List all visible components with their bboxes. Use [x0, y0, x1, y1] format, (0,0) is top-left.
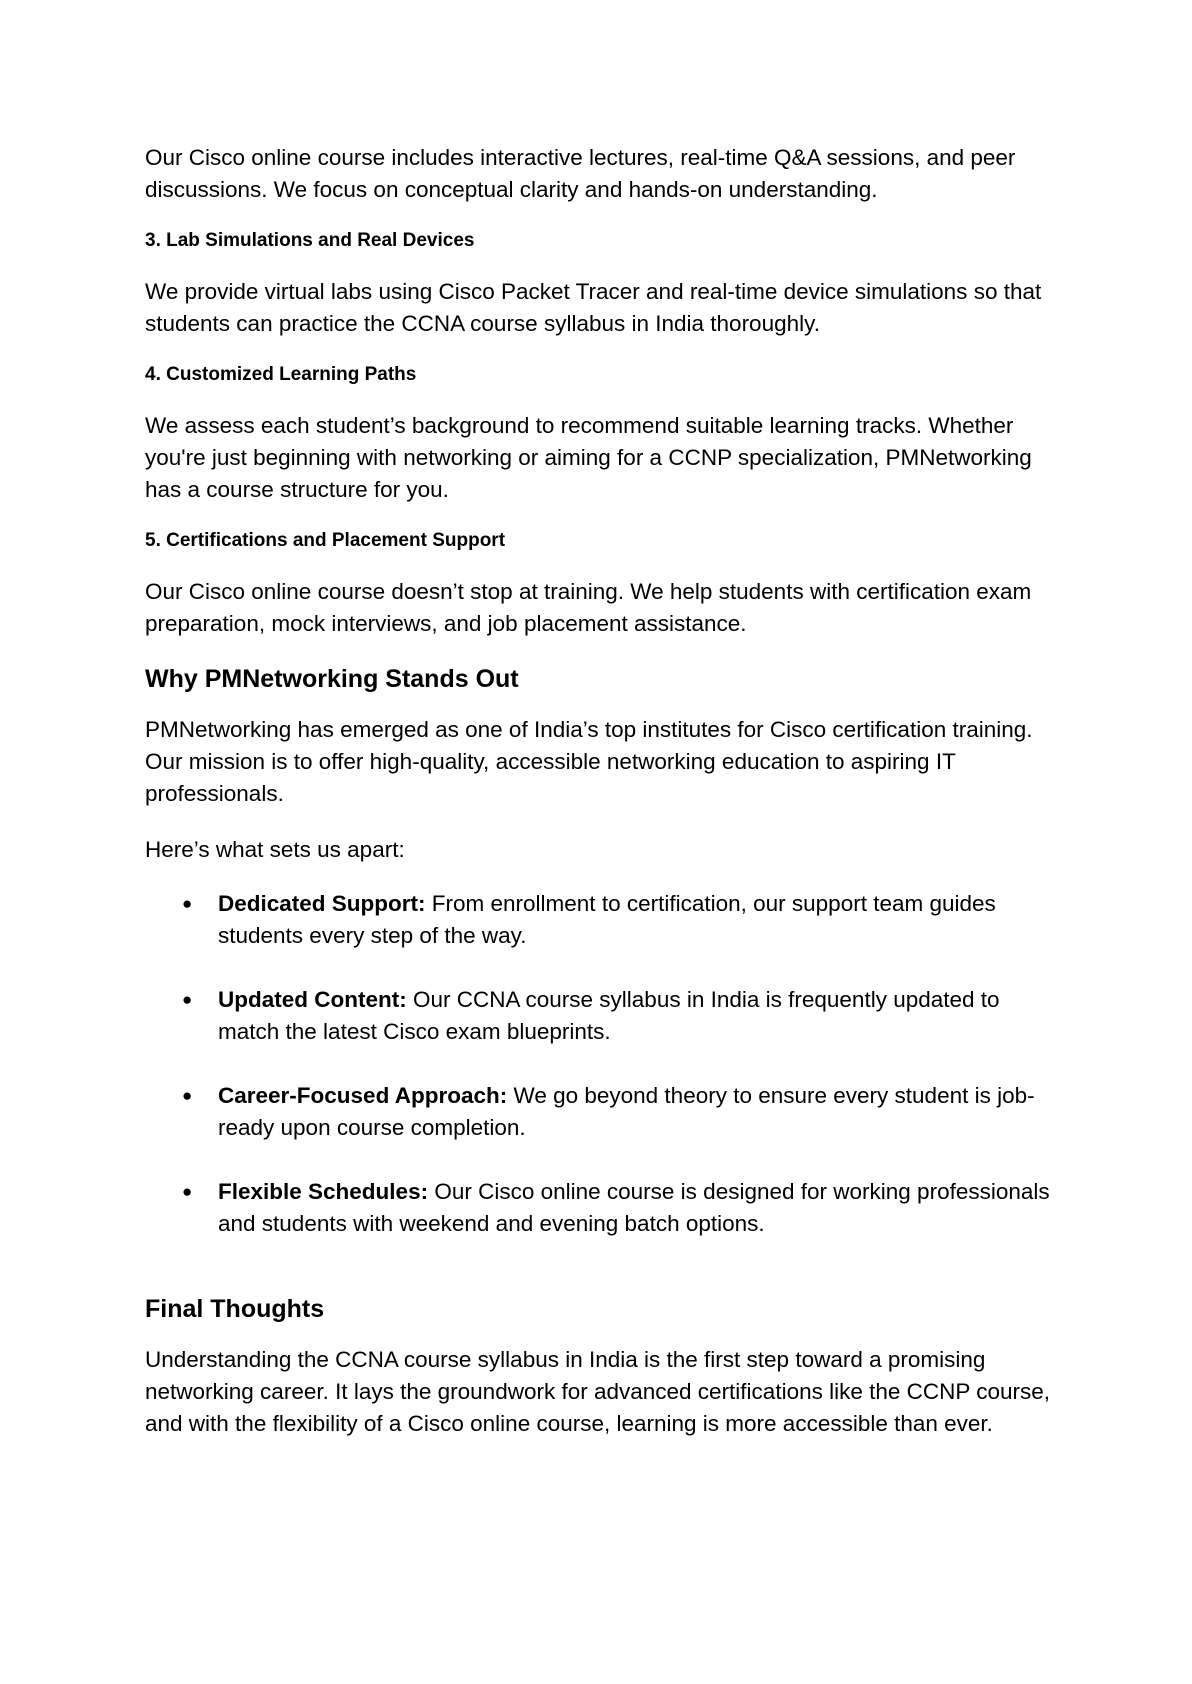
bullet-text: Our CCNA course syllabus in India is frequently updated to match the latest Cisco exam blueprints. — [218, 987, 1000, 1044]
section-body-learning-paths: We assess each student’s background to recommend suitable learning tracks. Whether you're just beginning with networking or aiming for a CCNP specialization, PMNetworking has a course structure for you. — [145, 413, 1032, 502]
document-page — [145, 142, 1065, 1440]
bullet-label: Dedicated Support: — [218, 891, 426, 916]
bullet-text: From enrollment to certification, our support team guides students every step of the way. — [218, 891, 996, 948]
why-paragraph: PMNetworking has emerged as one of India’s top institutes for Cisco certification training. Our mission is to offer high-quality, accessible networking education to aspiring IT professionals. — [145, 717, 1033, 806]
intro-paragraph: Our Cisco online course includes interactive lectures, real-time Q&A sessions, and peer discussions. We focus on conceptual clarity and hands-on understanding. — [145, 145, 1016, 202]
why-lead-in: Here’s what sets us apart: — [145, 837, 405, 862]
list-item-flexible-schedules — [145, 1176, 1065, 1240]
bullet-label: Flexible Schedules: — [218, 1179, 429, 1204]
bullet-text: We go beyond theory to ensure every student is job-ready upon course completion. — [218, 1083, 1035, 1140]
list-item-updated-content — [145, 984, 1065, 1048]
list-item-dedicated-support — [145, 888, 1065, 952]
bullet-icon: ● — [182, 1086, 193, 1105]
section-heading-learning-paths: 4. Customized Learning Paths — [145, 364, 417, 385]
bullet-label: Updated Content: — [218, 987, 407, 1012]
bullet-icon: ● — [182, 894, 193, 913]
list-item-career-focused — [145, 1080, 1065, 1144]
heading-why-pmnetworking: Why PMNetworking Stands Out — [145, 665, 519, 693]
section-body-certifications: Our Cisco online course doesn’t stop at training. We help students with certification exam preparation, mock interviews, and job placement assistance. — [145, 579, 1032, 636]
bullet-icon: ● — [182, 1182, 193, 1201]
section-body-lab-simulations: We provide virtual labs using Cisco Packet Tracer and real-time device simulations so that students can practice the CCNA course syllabus in India thoroughly. — [145, 279, 1042, 336]
bullet-text: Our Cisco online course is designed for working professionals and students with weekend and evening batch options. — [218, 1179, 1050, 1236]
bullet-icon: ● — [182, 990, 193, 1009]
section-heading-certifications: 5. Certifications and Placement Support — [145, 530, 506, 551]
bullet-label: Career-Focused Approach: — [218, 1083, 508, 1108]
section-heading-lab-simulations: 3. Lab Simulations and Real Devices — [145, 230, 475, 251]
heading-final-thoughts: Final Thoughts — [145, 1295, 325, 1323]
final-paragraph: Understanding the CCNA course syllabus in India is the first step toward a promising networking career. It lays the groundwork for advanced certifications like the CCNP course, and with the flexibility of a Cisco online course, learning is more accessible than ever. — [145, 1347, 1051, 1436]
feature-list — [145, 888, 1065, 1240]
